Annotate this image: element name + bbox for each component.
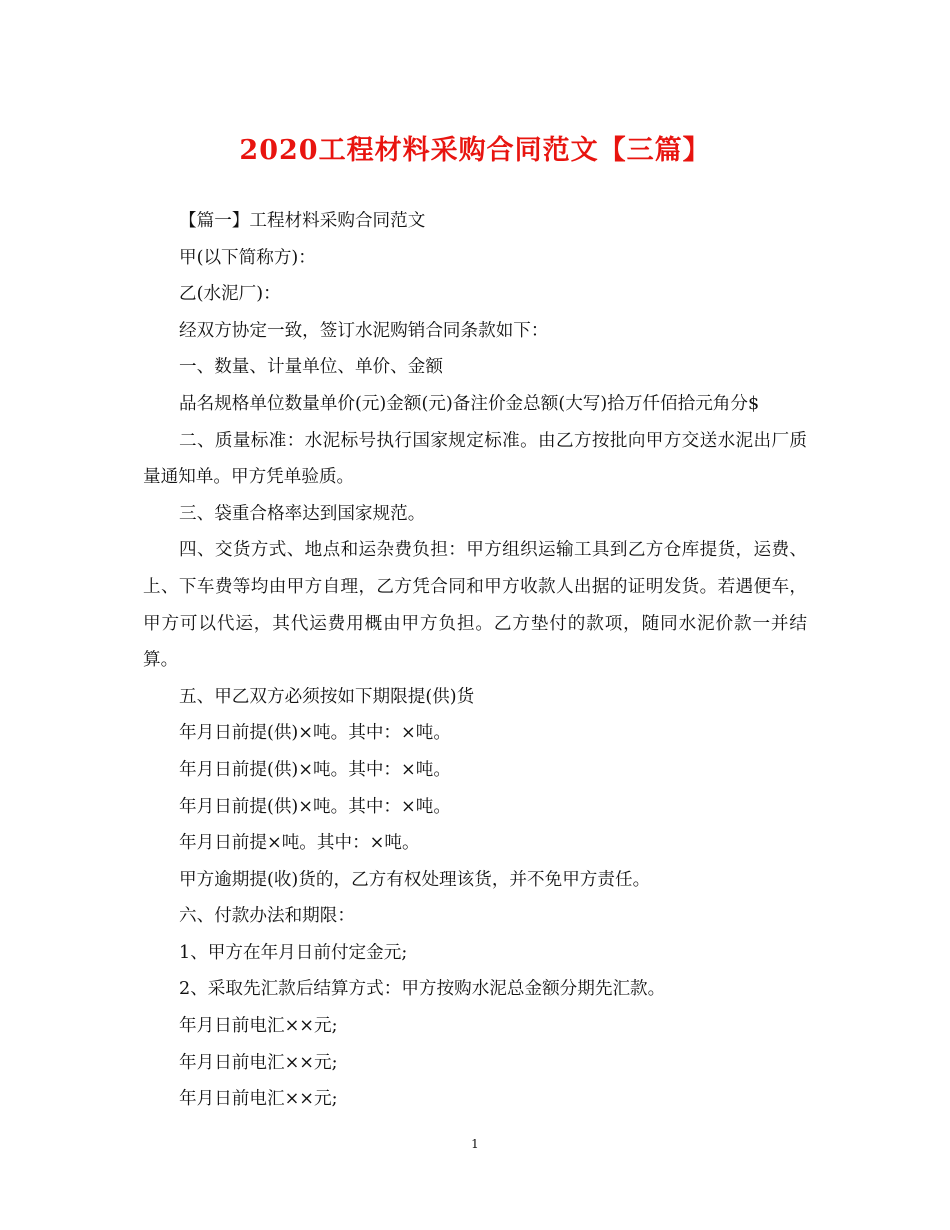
party-a-line: 甲(以下简称方)： xyxy=(179,247,316,268)
clause-heading: 六、付款办法和期限： xyxy=(179,906,355,927)
clause-paragraph: 二、质量标准：水泥标号执行国家规定标准。由乙方按批向甲方交送水泥出厂质量通知单。甲方凭单验质。 xyxy=(143,430,807,488)
clause-paragraph: 三、袋重合格率达到国家规范。 xyxy=(179,503,426,524)
table-header-line: 品名规格单位数量单价(元)金额(元)备注价金总额(大写)拾万仟佰拾元角分$ xyxy=(179,393,760,414)
clause-heading: 五、甲乙双方必须按如下期限提(供)货 xyxy=(179,686,475,707)
party-b-line: 乙(水泥厂)： xyxy=(179,284,281,305)
delivery-schedule-line: 年月日前提×吨。其中：×吨。 xyxy=(179,833,420,854)
delivery-schedule-line: 年月日前提(供)×吨。其中：×吨。 xyxy=(179,759,451,780)
document-title: 2020工程材料采购合同范文【三篇】 xyxy=(239,135,711,166)
payment-schedule-line: 年月日前电汇××元; xyxy=(179,1089,338,1110)
contract-intro: 经双方协定一致，签订水泥购销合同条款如下： xyxy=(179,320,549,341)
delivery-schedule-line: 年月日前提(供)×吨。其中：×吨。 xyxy=(179,796,451,817)
clause-paragraph: 甲方逾期提(收)货的，乙方有权处理该货，并不免甲方责任。 xyxy=(179,869,651,890)
clause-heading: 一、数量、计量单位、单价、金额 xyxy=(179,357,443,378)
payment-item: 1、甲方在年月日前付定金元; xyxy=(179,942,408,963)
payment-item: 2、采取先汇款后结算方式：甲方按购水泥总金额分期先汇款。 xyxy=(179,979,666,1000)
clause-paragraph: 四、交货方式、地点和运杂费负担：甲方组织运输工具到乙方仓库提货，运费、上、下车费等均由甲方自理，乙方凭合同和甲方收款人出据的证明发货。若遇便车，甲方可以代运，其代运费用概由甲方负担。乙方垫付的款项，随同水泥价款一并结算。 xyxy=(143,540,807,671)
payment-schedule-line: 年月日前电汇××元; xyxy=(179,1052,338,1073)
page-number: 1 xyxy=(471,1137,479,1151)
document-body xyxy=(143,203,807,1118)
section-heading: 【篇一】工程材料采购合同范文 xyxy=(179,211,426,231)
delivery-schedule-line: 年月日前提(供)×吨。其中：×吨。 xyxy=(179,723,451,744)
payment-schedule-line: 年月日前电汇××元; xyxy=(179,1016,338,1037)
